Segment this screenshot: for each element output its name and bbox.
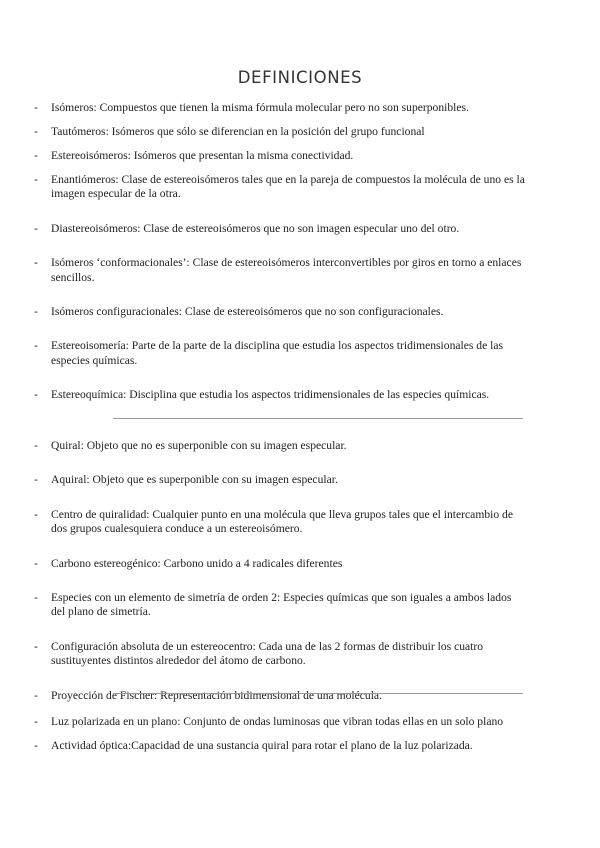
definition-item: [0, 715, 600, 729]
definitions-section-1: [0, 101, 600, 412]
bullet-dash: -: [34, 388, 38, 402]
definition-item: [0, 339, 600, 368]
definition-item: [0, 591, 600, 620]
definition-item: [0, 508, 600, 537]
definition-text: Estereoquímica: Disciplina que estudia los aspectos tridimensionales de las especies químicas.: [51, 388, 490, 402]
bullet-dash: -: [34, 591, 38, 605]
definition-text: Enantiómeros: Clase de estereoisómeros tales que en la pareja de compuestos la molécula de uno es la imagen especular de la otra.: [51, 173, 525, 201]
bullet-dash: -: [34, 173, 38, 186]
bullet-dash: -: [34, 149, 38, 162]
definition-item: [0, 689, 600, 703]
definition-item: [0, 473, 600, 487]
definition-text: Centro de quiralidad: Cualquier punto en una molécula que lleva grupos tales que el intercambio de dos grupos cualesquiera conduce a un estereoisómero.: [51, 507, 513, 536]
definition-text: Estereoisomería: Parte de la parte de la disciplina que estudia los aspectos tridimensionales de las especies químicas.: [51, 339, 504, 367]
bullet-dash: -: [34, 339, 38, 353]
definition-item: [0, 557, 600, 571]
definitions-section-2: [0, 439, 600, 713]
definition-item: [0, 125, 600, 139]
bullet-dash: -: [34, 715, 38, 728]
bullet-dash: -: [34, 125, 38, 138]
definition-item: [0, 305, 600, 319]
bullet-dash: -: [34, 739, 38, 752]
definition-text: Especies con un elemento de simetría de orden 2: Especies químicas que son iguales a ambos lados del plano de simetría.: [51, 591, 512, 619]
definition-text: Estereoisómeros: Isómeros que presentan la misma conectividad.: [51, 149, 354, 162]
definition-item: [0, 173, 600, 202]
definition-item: [0, 388, 600, 402]
definition-item: [0, 739, 600, 753]
section-divider: [113, 418, 523, 419]
definition-item: [0, 222, 600, 236]
definition-item: [0, 149, 600, 163]
definition-text: Isómeros: Compuestos que tienen la misma fórmula molecular pero no son superponibles.: [51, 101, 469, 114]
bullet-dash: -: [34, 101, 38, 114]
bullet-dash: -: [34, 305, 38, 319]
definition-item: [0, 439, 600, 453]
definition-text: Actividad óptica:Capacidad de una sustancia quiral para rotar el plano de la luz polarizada.: [51, 739, 473, 752]
page-title: DEFINICIONES: [237, 68, 363, 87]
definition-text: Quiral: Objeto que no es superponible con su imagen especular.: [51, 439, 347, 452]
bullet-dash: -: [34, 556, 38, 570]
bullet-dash: -: [34, 473, 38, 487]
bullet-dash: -: [34, 439, 38, 452]
bullet-dash: -: [34, 639, 38, 653]
definition-item: [0, 101, 600, 115]
definition-item: [0, 256, 600, 285]
definition-text: Carbono estereogénico: Carbono unido a 4 radicales diferentes: [51, 556, 343, 570]
definition-item: [0, 640, 600, 669]
definition-text: Isómeros ‘conformacionales’: Clase de estereoisómeros interconvertibles por giros en torno a enlaces sencillos.: [51, 256, 522, 284]
section-divider: [113, 693, 523, 694]
definition-text: Luz polarizada en un plano: Conjunto de ondas luminosas que vibran todas ellas en un solo plano: [51, 715, 504, 728]
definitions-section-3: [0, 715, 600, 763]
definition-text: Proyección de Fischer: Representación bidimensional de una molécula.: [51, 688, 382, 702]
definition-text: Tautómeros: Isómeros que sólo se diferencian en la posición del grupo funcional: [51, 125, 425, 138]
definition-text: Configuración absoluta de un estereocentro: Cada una de las 2 formas de distribuir los cuatro sustituyentes distintos alrededor del átomo de carbono.: [51, 639, 484, 668]
bullet-dash: -: [34, 688, 38, 702]
bullet-dash: -: [34, 221, 38, 235]
bullet-dash: -: [34, 507, 38, 521]
definition-text: Isómeros configuracionales: Clase de estereoisómeros que no son configuracionales.: [51, 305, 444, 319]
bullet-dash: -: [34, 256, 38, 270]
definition-text: Aquiral: Objeto que es superponible con su imagen especular.: [51, 473, 338, 487]
definition-text: Diastereoisómeros: Clase de estereoisómeros que no son imagen especular uno del otro.: [51, 221, 460, 235]
